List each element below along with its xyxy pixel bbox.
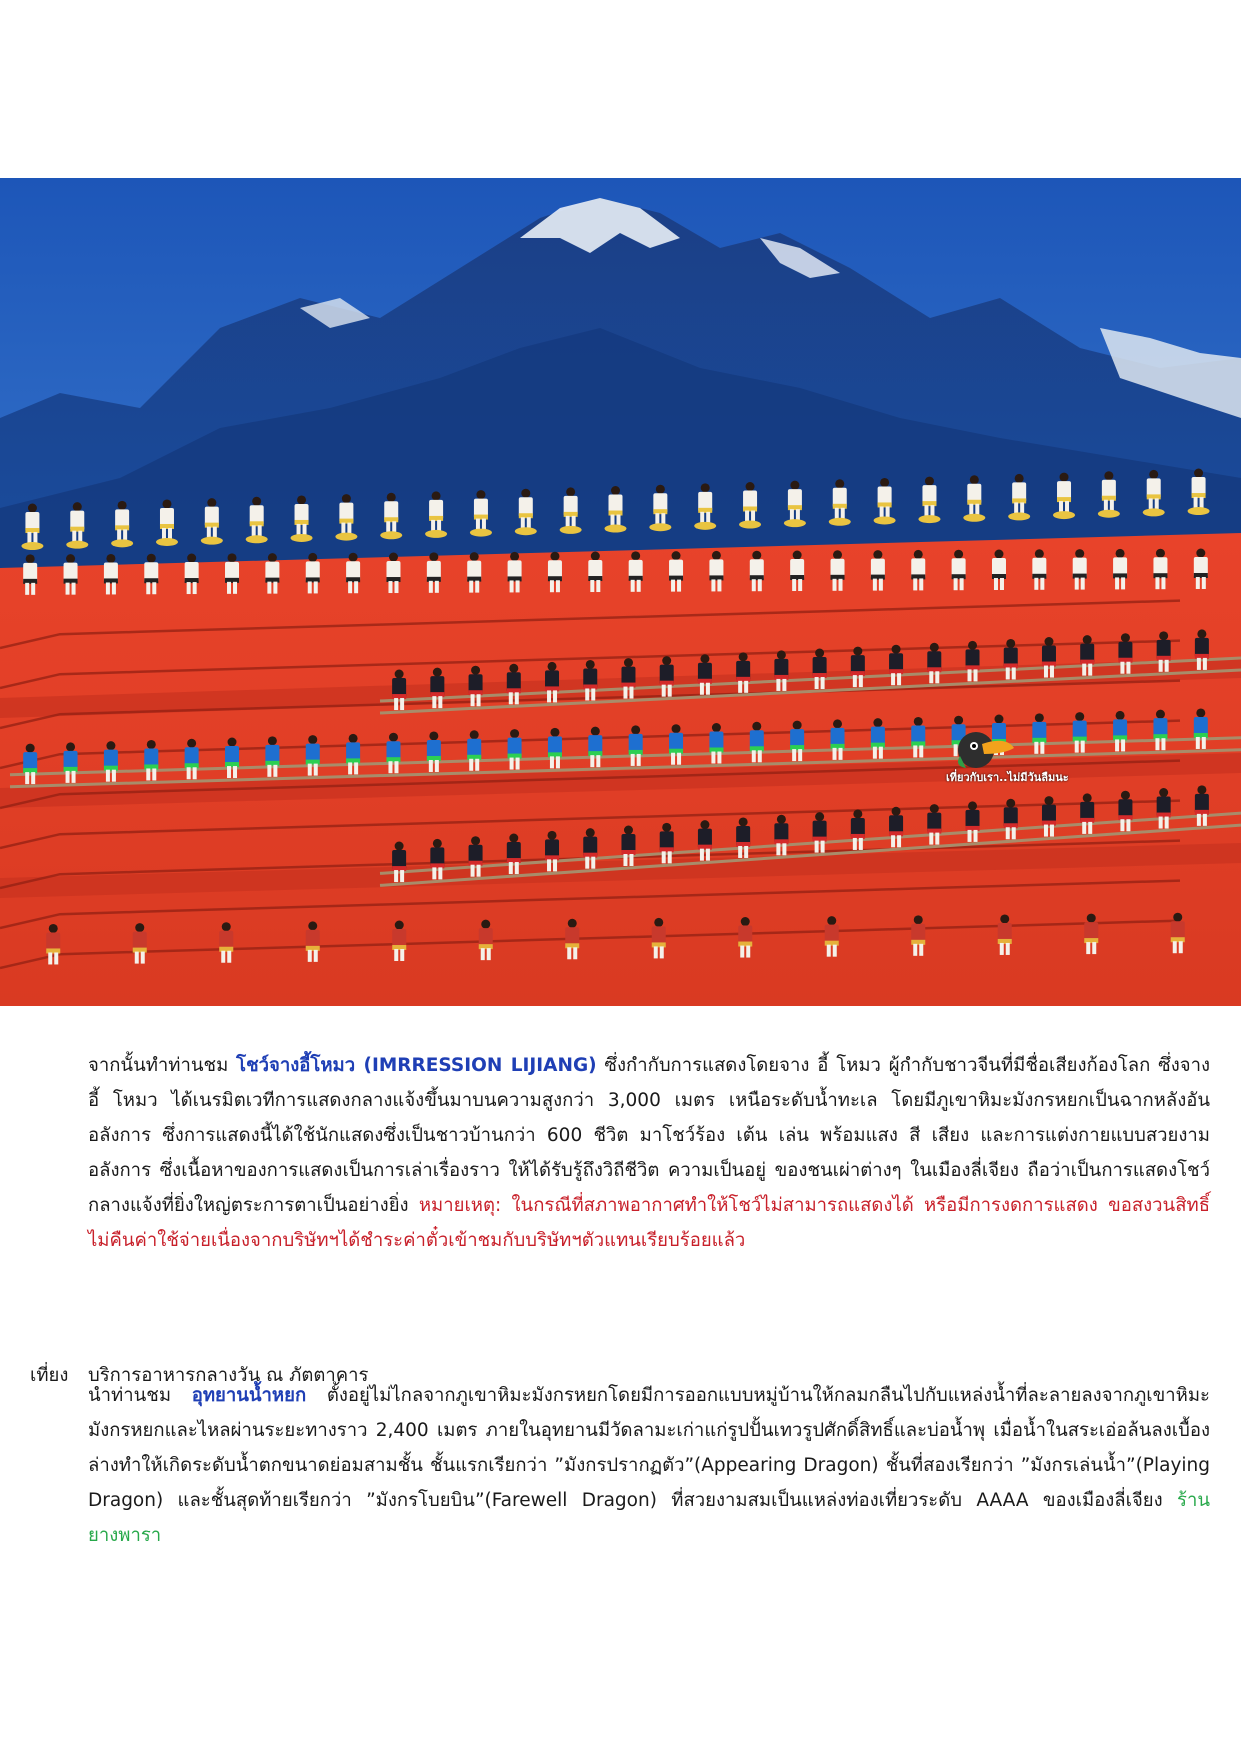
text-segment: ซึ่งกำกับการแสดงโดยจาง อี้ โหมว ผู้กำกับชาวจีนที่มีชื่อเสียงก้องโลก ซึ่งจาง อี้ โหมว ได้เนรมิตเวทีการแสดงกลางแจ้งขึ้นมาบนความสูงกว่า 3,000 เมตร เหนือระดับน้ำทะเล โดยมีภูเขาหิมะมังกรหยกเป็นฉากหลังอันอลังการ ซึ่งการแสดงนี้ได้ใช้นักแสดงซึ่งเป็นชาวบ้านกว่า 600 ชีวิต มาโชว์ร้อง เต้น เล่น พร้อมแสง สี เสียง และการแต่งกายแบบสวยงามอลังการ ซึ่งเนื้อหาของการแสดงเป็นการเล่าเรื่องราว ให้ได้รับรู้ถึงวิถีชีวิต ความเป็นอยู่ ของชนเผ่าต่างๆ ในเมืองลี่เจียง ถือว่าเป็นการแสดงโชว์กลางแจ้งที่ยิ่งใหญ่ตระการตาเป็นอย่างยิ่ง [88,1055,1211,1216]
text-segment: นำท่านชม [88,1385,192,1406]
impression-lijiang-photo [0,178,1241,1006]
weather-note: หมายเหตุ: ในกรณีที่สภาพอากาศทำให้โชว์ไม่สามารถแสดงได้ หรือมีการงดการแสดง ขอสงวนสิทธิ์ไม่คืนค่าใช้จ่ายเนื่องจากบริษัทฯได้ชำระค่าตั๋วเข้าชมกับบริษัทฯตัวแทนเรียบร้อยแล้ว [88,1195,1210,1251]
jade-water-park-paragraph [88,1378,1210,1553]
show-name: โชว์จางอี้โหมว (IMRRESSION LIJIANG) [236,1055,597,1076]
toucan-icon [946,726,1016,770]
mountain-stage-illustration [0,178,1241,1006]
meal-text: บริการอาหารกลางวัน ณ ภัตตาคาร [88,1365,369,1386]
impression-lijiang-paragraph [88,1048,1210,1258]
shop-name: ร้านยางพารา [88,1490,1210,1546]
toucan-logo [946,726,1069,784]
meal-label: เที่ยง [30,1365,69,1386]
text-segment: จากนั้นทำท่านชม [88,1055,237,1076]
watermark-text: เที่ยวกับเรา..ไม่มีวันลืมนะ [946,771,1069,784]
text-segment: ตั้งอยู่ไม่ไกลจากภูเขาหิมะมังกรหยกโดยมีการออกแบบหมู่บ้านให้กลมกลืนไปกับแหล่งน้ำที่ละลายลงจากภูเขาหิมะมังกรหยกและไหลผ่านระยะทางราว 2,400 เมตร ภายในอุทยานมีวัดลามะเก่าแก่รูปปั้นเทวรูปศักดิ์สิทธิ์และบ่อน้ำพุ เมื่อน้ำในสระเอ่อล้นลงเบื้องล่างทำให้เกิดระดับน้ำตกขนาดย่อมสามชั้น ชั้นแรกเรียกว่า ”มังกรปรากฏตัว”(Appearing Dragon) ชั้นที่สองเรียกว่า ”มังกรเล่นน้ำ”(Playing Dragon) และชั้นสุดท้ายเรียกว่า ”มังกรโบยบิน”(Farewell Dragon) ที่สวยงามสมเป็นแหล่งท่องเที่ยวระดับ AAAA ของเมืองลี่เจียง [88,1385,1210,1511]
park-name: อุทยานน้ำหยก [191,1385,307,1406]
